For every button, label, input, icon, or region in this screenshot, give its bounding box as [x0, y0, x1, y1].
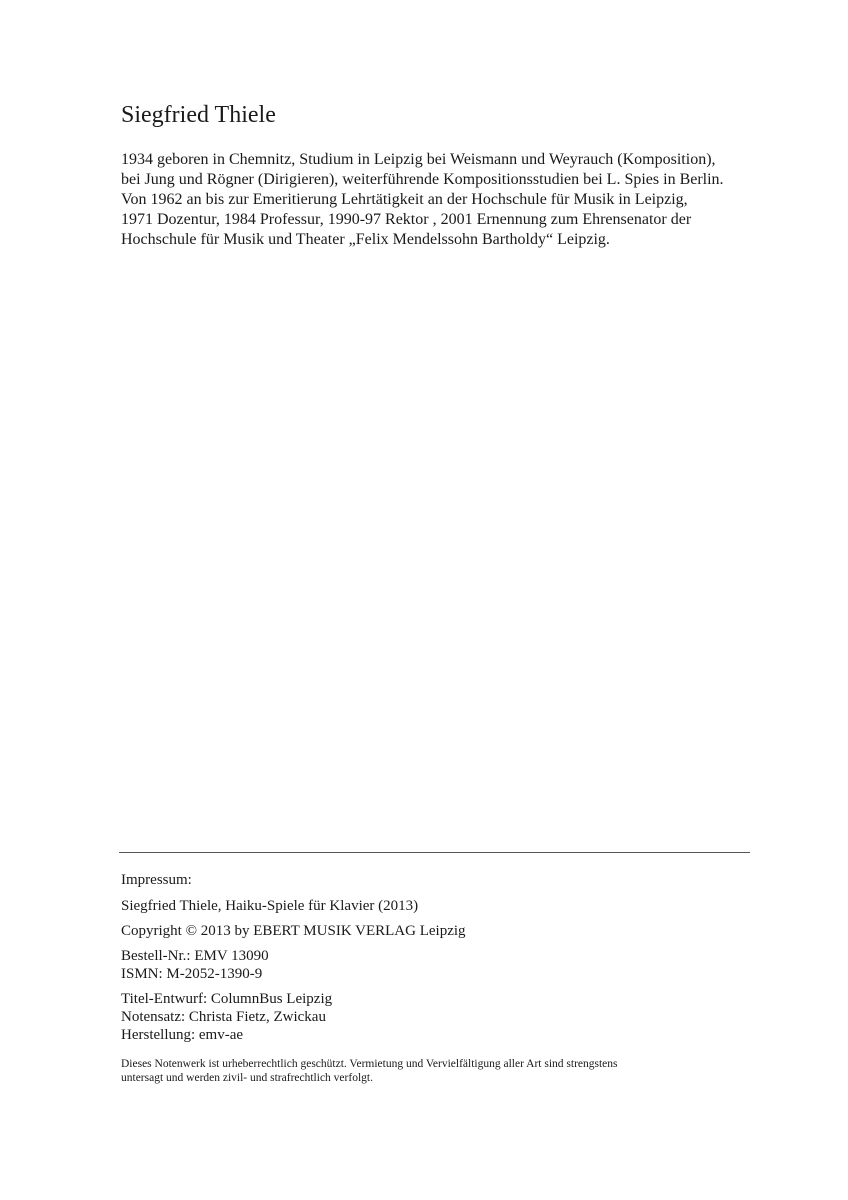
copyright-notice [121, 1057, 761, 1085]
impressum-ismn: ISMN: M-2052-1390-9 [121, 966, 263, 982]
impressum-work: Siegfried Thiele, Haiku-Spiele für Klavier (2013) [121, 898, 419, 914]
bio-line: bei Jung und Rögner (Dirigieren), weiterführende Kompositionsstudien bei L. Spies in Berlin. [121, 171, 724, 188]
bio-line: 1934 geboren in Chemnitz, Studium in Leipzig bei Weismann und Weyrauch (Komposition), [121, 151, 716, 168]
impressum-copyright: Copyright © 2013 by EBERT MUSIK VERLAG Leipzig [121, 923, 466, 939]
fineprint-line: untersagt und werden zivil- und strafrechtlich verfolgt. [121, 1072, 373, 1084]
impressum-heading: Impressum: [121, 872, 192, 888]
impressum-engraving: Notensatz: Christa Fietz, Zwickau [121, 1009, 326, 1025]
impressum-section [121, 871, 761, 1044]
impressum-order-number: Bestell-Nr.: EMV 13090 [121, 948, 269, 964]
page-title: Siegfried Thiele [121, 102, 276, 128]
impressum-title-design: Titel-Entwurf: ColumnBus Leipzig [121, 991, 333, 1007]
fineprint-line: Dieses Notenwerk ist urheberrechtlich geschützt. Vermietung und Vervielfältigung aller Art sind strengstens [121, 1058, 618, 1070]
bio-line: Hochschule für Musik und Theater „Felix Mendelssohn Bartholdy“ Leipzig. [121, 231, 610, 248]
biography [121, 150, 761, 250]
impressum-production: Herstellung: emv-ae [121, 1027, 244, 1043]
bio-line: 1971 Dozentur, 1984 Professur, 1990-97 Rektor , 2001 Ernennung zum Ehrensenator der [121, 211, 692, 228]
bio-line: Von 1962 an bis zur Emeritierung Lehrtätigkeit an der Hochschule für Musik in Leipzig, [121, 191, 688, 208]
section-divider [119, 852, 750, 853]
